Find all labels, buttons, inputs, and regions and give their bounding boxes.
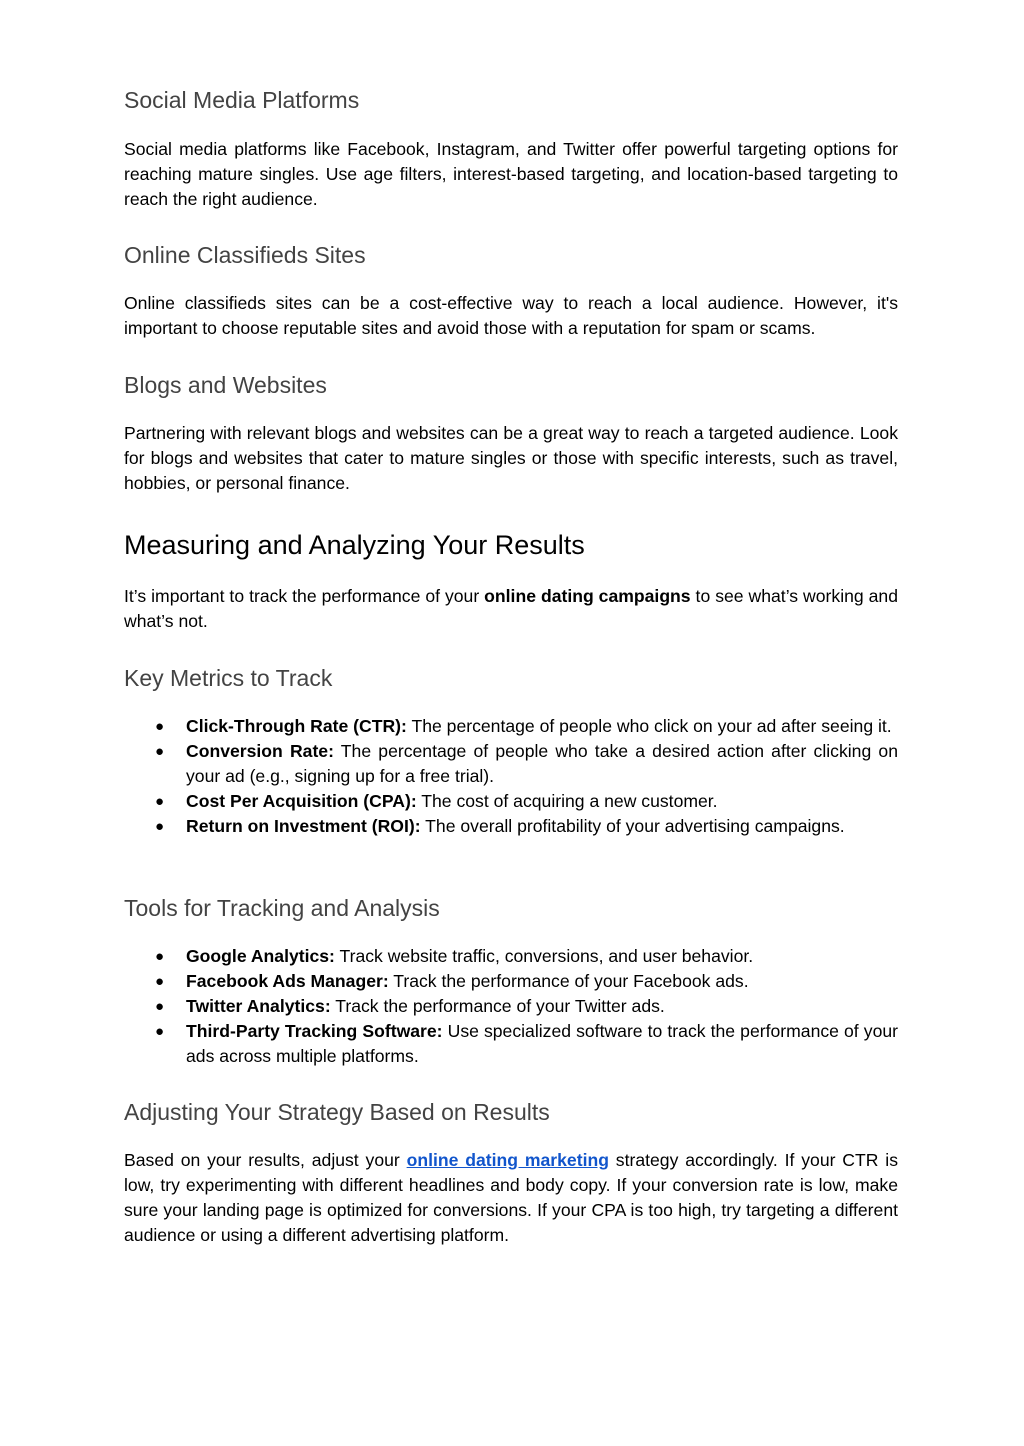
bullet-icon: ● <box>155 973 165 990</box>
heading-tools-tracking: Tools for Tracking and Analysis <box>124 895 440 921</box>
metric-desc: The percentage of people who click on your ad after seeing it. <box>406 716 892 736</box>
heading-online-classifieds: Online Classifieds Sites <box>124 242 366 268</box>
tool-term: Facebook Ads Manager: <box>186 971 389 991</box>
tool-desc: Use specialized software to track the performance of your ads across multiple platforms. <box>186 1021 898 1066</box>
key-metrics-list <box>124 714 898 839</box>
tool-desc: Track website traffic, conversions, and user behavior. <box>334 946 754 966</box>
tool-term: Third-Party Tracking Software: <box>186 1021 443 1041</box>
bullet-icon: ● <box>155 1023 165 1040</box>
metric-desc: The percentage of people who take a desired action after clicking on your ad (e.g., signing up for a free trial). <box>186 741 898 786</box>
list-item-ctr <box>124 714 898 739</box>
list-item-google-analytics <box>124 944 898 969</box>
bullet-icon: ● <box>155 818 165 835</box>
intro-bold-campaigns: online dating campaigns <box>484 586 691 606</box>
bullet-icon: ● <box>155 948 165 965</box>
heading-blogs-websites: Blogs and Websites <box>124 372 327 398</box>
list-item-twitter-analytics <box>124 994 898 1019</box>
paragraph-adjusting-strategy <box>124 1148 898 1248</box>
intro-text-before: It’s important to track the performance of your <box>124 586 485 606</box>
paragraph-social-media: Social media platforms like Facebook, Instagram, and Twitter offer powerful targeting options for reaching mature singles. Use age filters, interest-based targeting, and location-based targeting to reach the right audience. <box>124 139 898 209</box>
bullet-icon: ● <box>155 793 165 810</box>
tool-term: Twitter Analytics: <box>186 996 331 1016</box>
list-item-roi <box>124 814 898 839</box>
paragraph-measuring-intro <box>124 584 898 634</box>
adjust-text-after: strategy accordingly. If your CTR is low, try experimenting with different headlines and body copy. If your conversion rate is low, make sure your landing page is optimized for conversions. If your CPA is too high, try targeting a different audience or using a different advertising platform. <box>124 1150 899 1245</box>
bullet-icon: ● <box>155 743 165 760</box>
tool-desc: Track the performance of your Facebook ads. <box>388 971 749 991</box>
metric-term: Cost Per Acquisition (CPA): <box>186 791 417 811</box>
metric-term: Conversion Rate: <box>186 741 334 761</box>
metric-desc: The cost of acquiring a new customer. <box>416 791 718 811</box>
list-item-third-party-software <box>124 1019 898 1069</box>
list-item-facebook-ads-manager <box>124 969 898 994</box>
heading-adjusting-strategy: Adjusting Your Strategy Based on Results <box>124 1099 550 1125</box>
online-dating-marketing-link[interactable]: online dating marketing <box>406 1150 609 1170</box>
heading-social-media-platforms: Social Media Platforms <box>124 87 360 113</box>
tools-list <box>124 944 898 1069</box>
heading-key-metrics: Key Metrics to Track <box>124 665 333 691</box>
heading-measuring-results: Measuring and Analyzing Your Results <box>124 530 585 560</box>
bullet-icon: ● <box>155 998 165 1015</box>
metric-desc: The overall profitability of your advertising campaigns. <box>420 816 845 836</box>
paragraph-blogs-websites: Partnering with relevant blogs and websites can be a great way to reach a targeted audience. Look for blogs and websites that cater to mature singles or those with specific interests, such as travel, hobbies, or personal finance. <box>124 423 898 493</box>
metric-term: Return on Investment (ROI): <box>186 816 421 836</box>
metric-term: Click-Through Rate (CTR): <box>186 716 407 736</box>
intro-text-after: to see what’s working and what’s not. <box>124 586 898 631</box>
adjust-text-before: Based on your results, adjust your <box>124 1150 407 1170</box>
tool-desc: Track the performance of your Twitter ads. <box>330 996 665 1016</box>
list-item-cpa <box>124 789 898 814</box>
paragraph-online-classifieds: Online classifieds sites can be a cost-effective way to reach a local audience. However, it's important to choose reputable sites and avoid those with a reputation for spam or scams. <box>124 293 898 338</box>
tool-term: Google Analytics: <box>186 946 335 966</box>
bullet-icon: ● <box>155 718 165 735</box>
list-item-conversion-rate <box>124 739 898 789</box>
